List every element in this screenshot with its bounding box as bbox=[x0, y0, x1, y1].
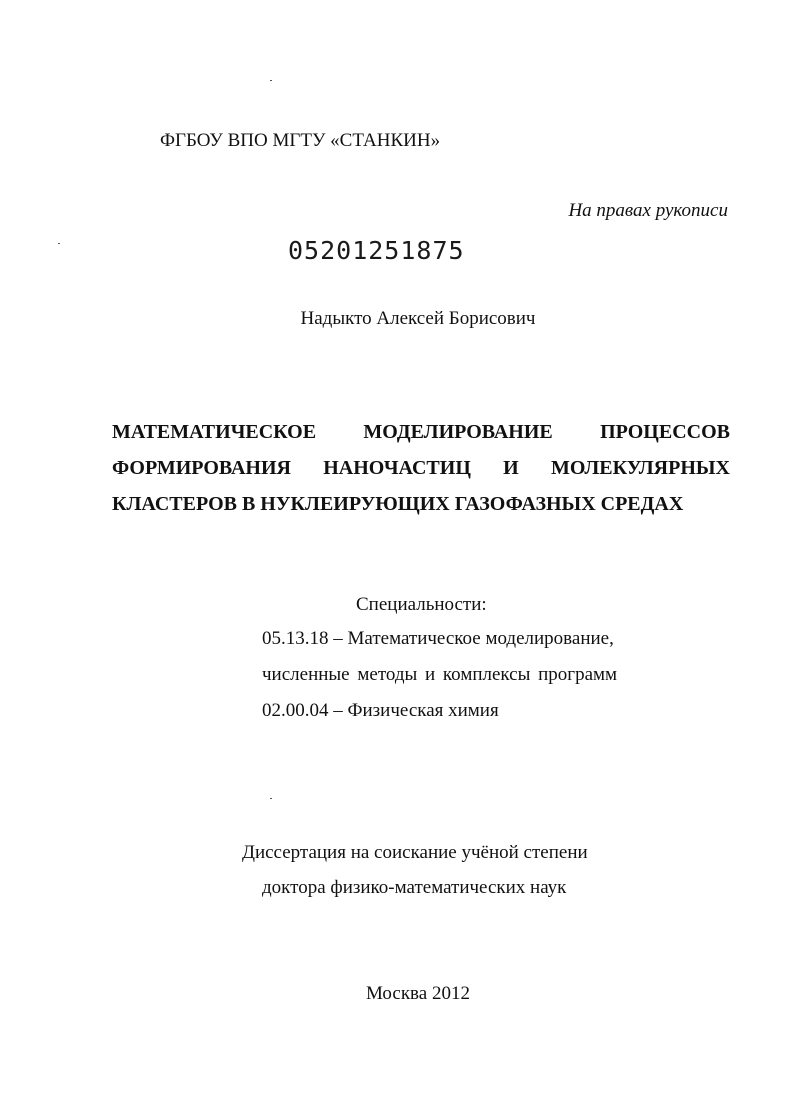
title-word: НАНОЧАСТИЦ bbox=[323, 457, 471, 479]
specialty-line-1: 05.13.18 – Математическое моделирование, bbox=[262, 628, 614, 649]
title-word: ФОРМИРОВАНИЯ bbox=[112, 457, 291, 479]
title-word: МОЛЕКУЛЯРНЫХ bbox=[550, 457, 730, 479]
organization: ФГБОУ ВПО МГТУ «СТАНКИН» bbox=[160, 130, 441, 151]
scan-speck bbox=[270, 798, 272, 799]
title-word: МАТЕМАТИЧЕСКОЕ bbox=[112, 421, 317, 443]
city-year: Москва 2012 bbox=[366, 983, 470, 1004]
rights-note: На правах рукописи bbox=[568, 200, 728, 221]
scan-speck bbox=[270, 80, 272, 81]
title-line-2 bbox=[112, 450, 730, 486]
title-line-1 bbox=[112, 414, 730, 450]
title-word: ПРОЦЕССОВ bbox=[600, 421, 730, 443]
scan-speck bbox=[58, 243, 60, 244]
specialty-line-2: численные методы и комплексы программ bbox=[262, 664, 618, 685]
registration-number: 05201251875 bbox=[288, 236, 465, 265]
title-word: МОДЕЛИРОВАНИЕ bbox=[363, 421, 553, 443]
specialties-heading: Специальности: bbox=[356, 594, 487, 615]
author-name: Надыкто Алексей Борисович bbox=[300, 308, 536, 329]
dissertation-title bbox=[112, 414, 730, 522]
title-line-3: КЛАСТЕРОВ В НУКЛЕИРУЮЩИХ ГАЗОФАЗНЫХ СРЕДАХ bbox=[112, 493, 684, 515]
dissertation-degree-line-1: Диссертация на соискание учёной степени bbox=[242, 842, 588, 863]
specialty-line-3: 02.00.04 – Физическая химия bbox=[262, 700, 499, 721]
title-word: И bbox=[503, 457, 519, 479]
dissertation-degree-line-2: доктора физико-математических наук bbox=[262, 877, 567, 898]
